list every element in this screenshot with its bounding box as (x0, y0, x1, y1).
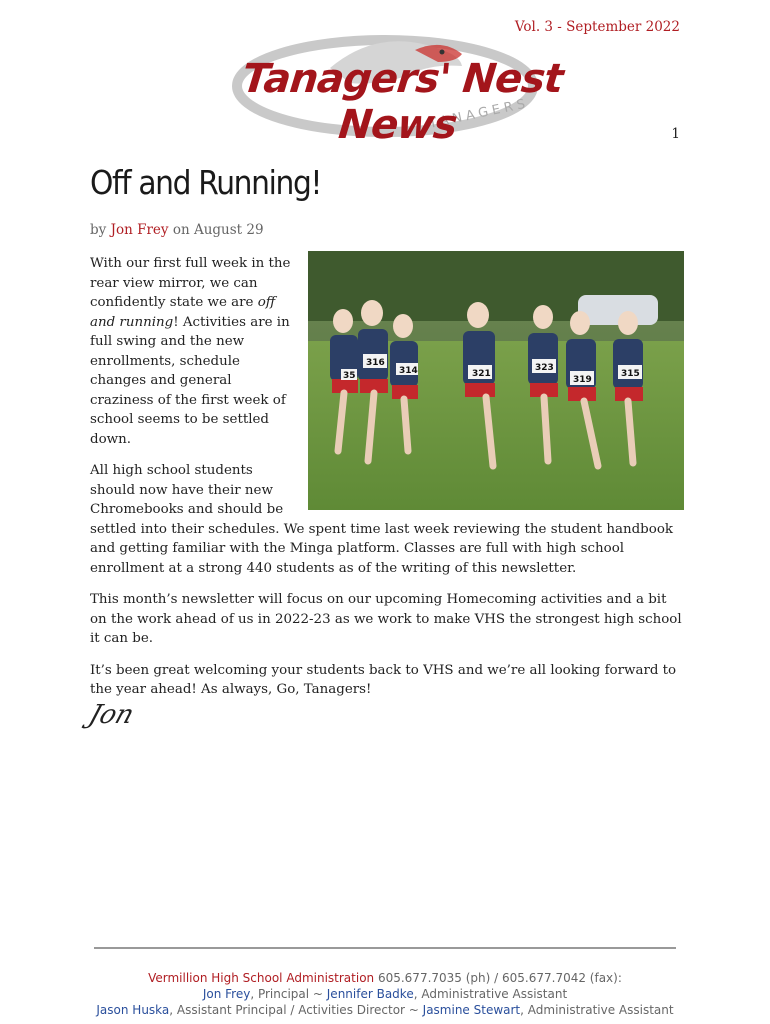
byline (90, 222, 264, 238)
footer-phones: 605.677.7035 (ph) / 605.677.7042 (fax): (374, 971, 622, 985)
footer-role-principal: , Principal ~ (250, 987, 327, 1001)
masthead-title: Tanagers' Nest News (239, 56, 565, 148)
byline-prefix: by (90, 222, 107, 238)
footer (90, 970, 680, 1018)
issue-label: Vol. 3 - September 2022 (514, 19, 680, 35)
footer-line-1 (90, 970, 680, 986)
bib-35: 35 (343, 371, 356, 381)
bib-321: 321 (472, 369, 491, 379)
bib-316: 316 (366, 358, 385, 368)
bib-319: 319 (573, 375, 592, 385)
cross-country-photo (308, 251, 684, 510)
logo-text: TANAGERS (427, 96, 531, 132)
footer-role-asst-principal: , Assistant Principal / Activities Director ~ (169, 1003, 423, 1017)
paragraph-1-text-cont: ! Activities are in full swing and the new enrollments, schedule changes and general craziness of the first week of school seems to be settled down. (90, 314, 290, 447)
footer-contact-jasmine-stewart[interactable]: Jasmine Stewart (422, 1003, 521, 1017)
footer-contact-jennifer-badke[interactable]: Jennifer Badke (326, 987, 414, 1001)
paragraph-1-emphasis: off and running (90, 295, 276, 330)
footer-line-3 (90, 1002, 680, 1018)
footer-divider (94, 947, 676, 949)
signature: Jon (85, 700, 138, 730)
footer-org: Vermillion High School Administration (148, 971, 375, 985)
footer-role-admin-assistant-2: , Administrative Assistant (520, 1003, 674, 1017)
paragraph-3: This month’s newsletter will focus on our upcoming Homecoming activities and a bit on the work ahead of us in 2022-23 as we work to make VHS the strongest high school it can be. (90, 592, 682, 646)
paragraph-1-text: With our first full week in the rear view mirror, we can confidently state we are (90, 256, 291, 310)
bib-314: 314 (399, 366, 418, 376)
bib-323: 323 (535, 363, 554, 373)
footer-contact-jon-frey[interactable]: Jon Frey (202, 987, 251, 1001)
footer-role-admin-assistant: , Administrative Assistant (413, 987, 568, 1001)
footer-contact-jason-huska[interactable]: Jason Huska (96, 1003, 170, 1017)
paragraph-4: It’s been great welcoming your students back to VHS and we’re all looking forward to the year ahead! As always, Go, Tanagers! (90, 662, 677, 697)
masthead (180, 28, 620, 148)
author-link[interactable]: Jon Frey (110, 222, 169, 238)
footer-line-2 (90, 986, 680, 1002)
article-body (90, 254, 684, 712)
byline-date: on August 29 (172, 222, 264, 238)
article-headline: Off and Running! (90, 163, 322, 202)
paragraph-2: All high school students should now have their new Chromebooks and should be settled into their schedules. We spent time last week reviewing the student handbook and getting familiar with the Minga platform. Classes are full with high school enrollment at a strong 440 students as of the writing of this newsletter. (90, 463, 673, 576)
page-number: 1 (671, 126, 680, 142)
bib-315: 315 (621, 369, 640, 379)
